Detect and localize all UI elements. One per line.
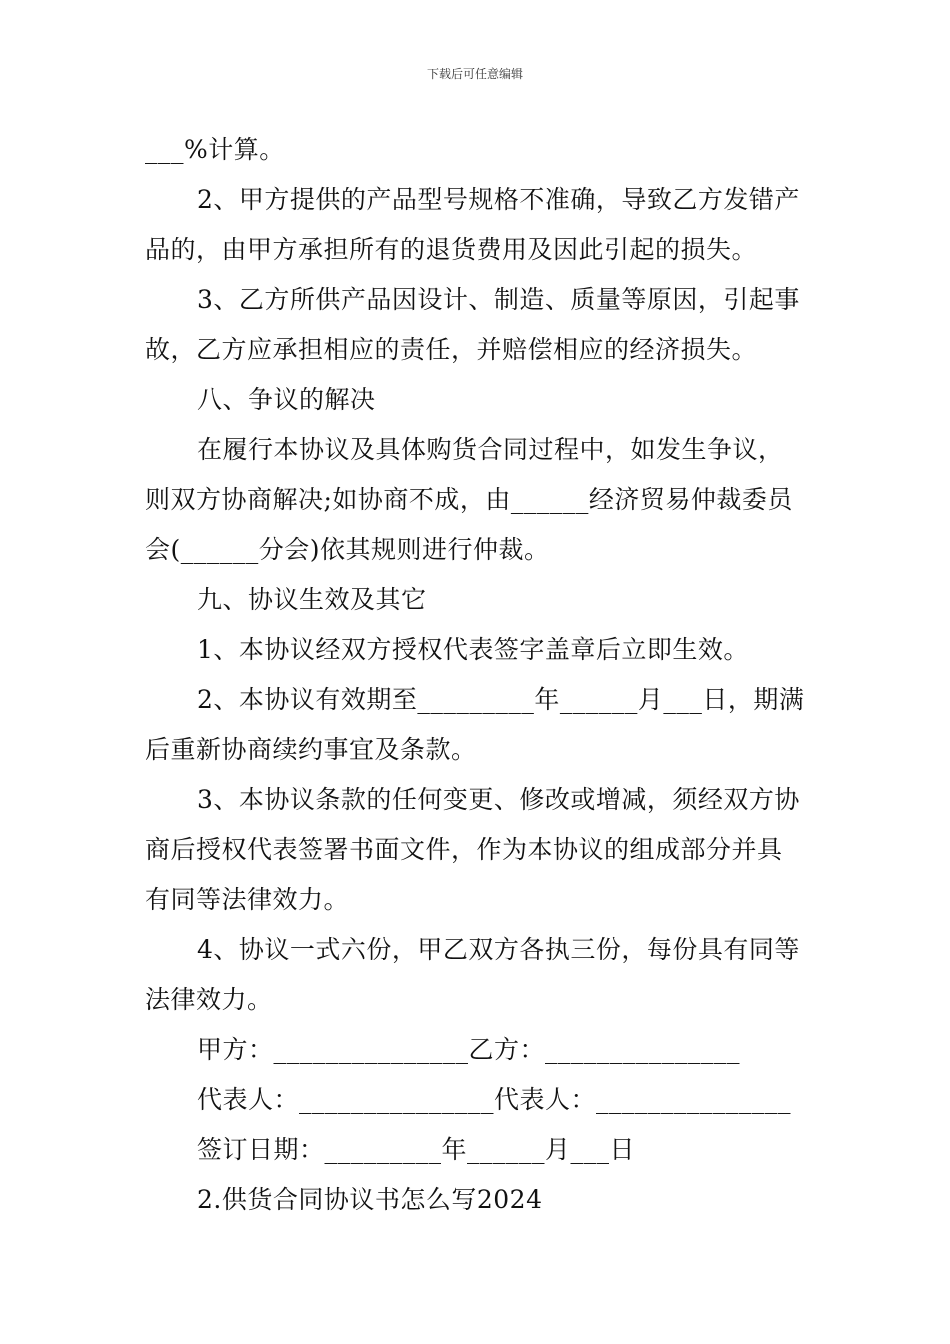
text-line: ___%计算。 — [145, 135, 285, 164]
text-line: 2、本协议有效期至_________年______月___日，期满 — [197, 685, 805, 714]
section-heading: 九、协议生效及其它 — [197, 585, 427, 614]
text-line: 4、协议一式六份，甲乙双方各执三份，每份具有同等 — [197, 935, 800, 964]
text-line: 2、甲方提供的产品型号规格不准确，导致乙方发错产 — [197, 185, 800, 214]
next-section-title: 2.供货合同协议书怎么写2024 — [197, 1185, 543, 1214]
text-line: 商后授权代表签署书面文件，作为本协议的组成部分并具 — [145, 835, 783, 864]
text-line: 故，乙方应承担相应的责任，并赔偿相应的经济损失。 — [145, 335, 758, 364]
page-header-note: 下载后可任意编辑 — [426, 67, 523, 81]
text-line: 则双方协商解决;如协商不成，由______经济贸易仲裁委员 — [145, 485, 793, 514]
document-body — [145, 125, 815, 1225]
text-line: 3、本协议条款的任何变更、修改或增减，须经双方协 — [197, 785, 800, 814]
text-line: 后重新协商续约事宜及条款。 — [145, 735, 477, 764]
text-line: 在履行本协议及具体购货合同过程中，如发生争议， — [197, 435, 784, 464]
signature-representative-line: 代表人：_______________代表人：_______________ — [197, 1085, 792, 1114]
text-line: 有同等法律效力。 — [145, 885, 350, 914]
text-line: 1、本协议经双方授权代表签字盖章后立即生效。 — [197, 635, 749, 664]
signature-party-line: 甲方：_______________乙方：_______________ — [197, 1035, 741, 1064]
text-line: 3、乙方所供产品因设计、制造、质量等原因，引起事 — [197, 285, 800, 314]
text-line: 会(______分会)依其规则进行仲裁。 — [145, 535, 550, 564]
text-line: 品的，由甲方承担所有的退货费用及因此引起的损失。 — [145, 235, 758, 264]
signature-date-line: 签订日期：_________年______月___日 — [197, 1135, 636, 1164]
section-heading: 八、争议的解决 — [197, 385, 376, 414]
text-line: 法律效力。 — [145, 985, 273, 1014]
